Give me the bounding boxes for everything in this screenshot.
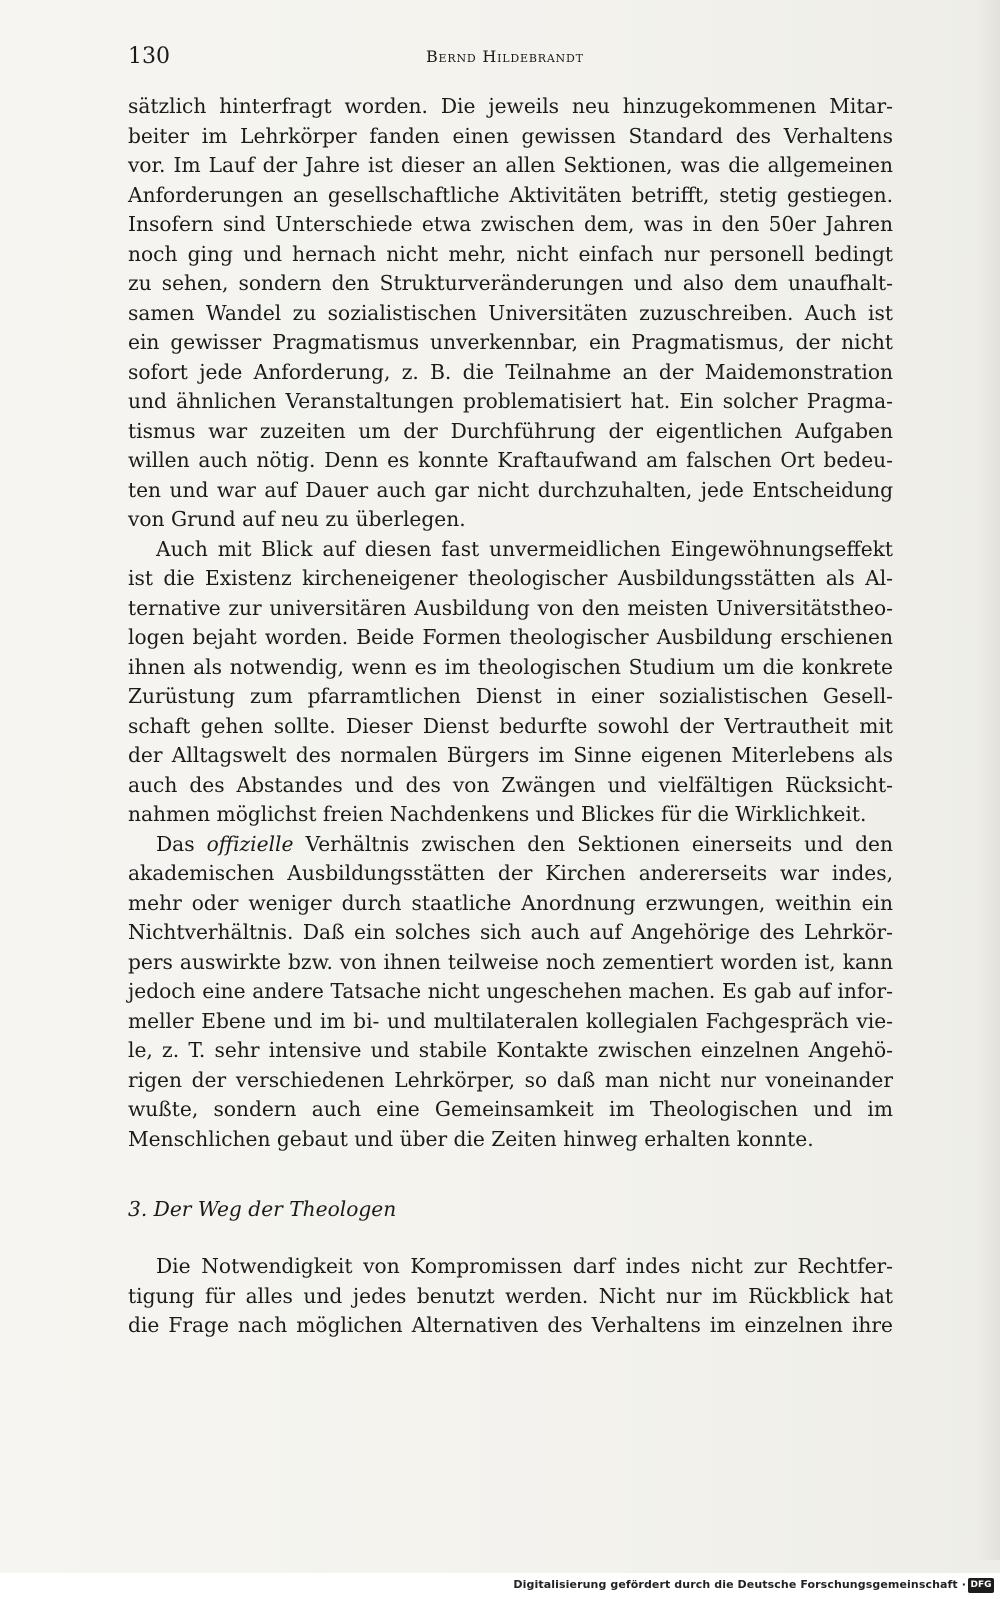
text-line: ten und war auf Dauer auch gar nicht durchzuhalten, jede Entscheidung xyxy=(128,477,893,502)
text-line: ein gewisser Pragmatismus unverkennbar, ein Pragmatismus, der nicht xyxy=(128,330,893,354)
text-line: nahmen möglichst freien Nachdenkens und Blickes für die Wirklichkeit. xyxy=(128,802,867,826)
text-line: tigung für alles und jedes benutzt werden. Nicht nur im Rückblick hat xyxy=(128,1283,893,1308)
text-line: Menschlichen gebaut und über die Zeiten hinweg erhalten konnte. xyxy=(128,1126,814,1151)
text-line: Die Notwendigkeit von Kompromissen darf indes nicht zur Rechtfer- xyxy=(156,1254,893,1278)
text-line: zu sehen, sondern den Strukturveränderungen und also dem unaufhalt- xyxy=(128,271,893,295)
text-line: auch des Abstandes und des von Zwängen und vielfältigen Rücksicht- xyxy=(128,772,893,797)
text-line: akademischen Ausbildungsstätten der Kirchen andererseits war indes, xyxy=(128,861,893,885)
text-line: schaft gehen sollte. Dieser Dienst bedurfte sowohl der Vertrautheit mit xyxy=(128,713,893,738)
text-line: ternative zur universitären Ausbildung von den meisten Universitätstheo- xyxy=(128,595,893,620)
text-line: jedoch eine andere Tatsache nicht ungeschehen machen. Es gab auf infor- xyxy=(128,979,893,1003)
body-text xyxy=(128,92,893,1154)
text-line: noch ging und hernach nicht mehr, nicht einfach nur personell bedingt xyxy=(128,241,893,266)
text-line: le, z. T. sehr intensive und stabile Kontakte zwischen einzelnen Angehö- xyxy=(128,1038,893,1062)
text-line: sofort jede Anforderung, z. B. die Teilnahme an der Maidemonstration xyxy=(128,359,893,384)
text-line: Insofern sind Unterschiede etwa zwischen dem, was in den 50er Jahren xyxy=(128,212,893,236)
text-line: ist die Existenz kircheneigener theologischer Ausbildungsstätten als Al- xyxy=(128,566,893,590)
digitization-footer xyxy=(0,1573,1000,1599)
page-number: 130 xyxy=(128,44,170,69)
paragraph-2 xyxy=(128,535,893,830)
dfg-logo: DFG xyxy=(968,1578,994,1593)
text-line xyxy=(128,830,893,860)
text-line: Anforderungen an gesellschaftliche Aktivitäten betrifft, stetig gestiegen. xyxy=(128,182,893,207)
text-span: Verhältnis zwischen den Sektionen einerseits und den xyxy=(293,831,893,856)
text-line: Zurüstung zum pfarramtlichen Dienst in einer sozialistischen Gesell- xyxy=(128,684,893,708)
text-line: ihnen als notwendig, wenn es im theologischen Studium um die konkrete xyxy=(128,654,893,679)
section-heading: 3. Der Weg der Theologen xyxy=(128,1197,397,1221)
paragraph-4 xyxy=(128,1252,893,1341)
text-line: Auch mit Blick auf diesen fast unvermeidlichen Eingewöhnungseffekt xyxy=(156,536,893,561)
paragraph-3 xyxy=(128,830,893,1155)
text-line: Nichtverhältnis. Daß ein solches sich auch auf Angehörige des Lehrkör- xyxy=(128,920,893,944)
text-line: vor. Im Lauf der Jahre ist dieser an allen Sektionen, was die allgemeinen xyxy=(128,153,893,177)
page-header xyxy=(128,42,893,72)
paragraph-1 xyxy=(128,92,893,535)
text-line: sätzlich hinterfragt worden. Die jeweils neu hinzugekommenen Mitar- xyxy=(128,94,893,118)
text-line: rigen der verschiedenen Lehrkörper, so daß man nicht nur voneinander xyxy=(128,1067,893,1092)
text-line: willen auch nötig. Denn es konnte Kraftaufwand am falschen Ort bedeu- xyxy=(128,448,893,472)
text-line: von Grund auf neu zu überlegen. xyxy=(128,507,466,531)
text-line: pers auswirkte bzw. von ihnen teilweise noch zementiert worden ist, kann xyxy=(128,949,893,974)
text-line: die Frage nach möglichen Alternativen des Verhaltens im einzelnen ihre xyxy=(128,1313,893,1337)
text-line: und ähnlichen Veranstaltungen problematisiert hat. Ein solcher Pragma- xyxy=(128,389,893,413)
text-span: Das xyxy=(156,831,207,856)
emphasized-word: offizielle xyxy=(206,831,294,856)
text-line: mehr oder weniger durch staatliche Anordnung erzwungen, weithin ein xyxy=(128,890,893,915)
text-line: tismus war zuzeiten um der Durchführung der eigentlichen Aufgaben xyxy=(128,418,893,443)
text-line: beiter im Lehrkörper fanden einen gewissen Standard des Verhaltens xyxy=(128,123,893,148)
text-line: meller Ebene und im bi- und multilateralen kollegialen Fachgespräch vie- xyxy=(128,1008,893,1033)
body-text-continued xyxy=(128,1252,893,1341)
running-head: Bernd Hildebrandt xyxy=(426,47,584,66)
page-gutter-shadow xyxy=(974,0,1000,1560)
text-line: wußte, sondern auch eine Gemeinsamkeit im Theologischen und im xyxy=(128,1097,893,1121)
text-line: logen bejaht worden. Beide Formen theologischer Ausbildung erschienen xyxy=(128,625,893,649)
text-line: samen Wandel zu sozialistischen Universitäten zuzuschreiben. Auch ist xyxy=(128,300,893,325)
funding-credit: Digitalisierung gefördert durch die Deutsche Forschungsgemeinschaft · xyxy=(513,1578,966,1591)
text-line: der Alltagswelt des normalen Bürgers im Sinne eigenen Miterlebens als xyxy=(128,743,893,767)
